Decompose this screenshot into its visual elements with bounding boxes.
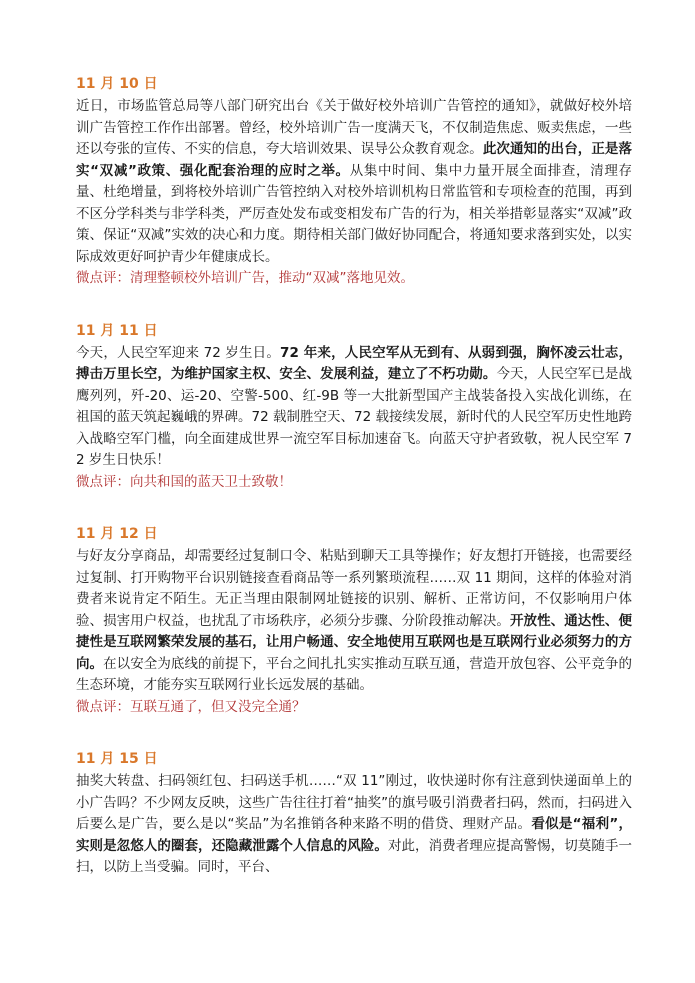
entry-date: 11 月 12 日 [76, 526, 158, 542]
entry-comment: 微点评：清理整顿校外培训广告，推动“双减”落地见效。 [76, 270, 414, 286]
entry-comment: 微点评：向共和国的蓝天卫士致敬！ [76, 473, 292, 490]
body-text: 抽奖大转盘、扫码领红包、扫码送手机……“双 11”刚过，收快递时你有注意到快递面单上的小广告吗？不少网友反映，这些广告往往打着“抽奖”的旗号吸引消费者扫码，然而，扫码进入后要么是广告，要么是以“奖品”为名推销各种来路不明的借贷、理财产品。 [76, 773, 632, 832]
entry-nov-12 [76, 524, 632, 718]
body-bold-text: 开放性、通达性、便捷性是互联网繁荣发展的基石，让用户畅通、安全地使用互联网也是互联网行业必须努力的方向。 [76, 612, 632, 672]
entry-date: 11 月 11 日 [76, 322, 158, 339]
entry-nov-15 [76, 749, 632, 879]
body-text: 从集中时间、集中力量开展全面排查，清理存量、杜绝增量，到将校外培训广告管控纳入对校外培训机构日常监管和专项检查的范围，再到不区分学科类与非学科类，严厉查处发布或变相发布广告的行为，相关举措彰显落实“双减”政策、保证“双减”实效的决心和力度。期待相关部门做好协同配合，将通知要求落到实处，以实际成效更好呵护青少年健康成长。 [76, 162, 633, 265]
entry-date: 11 月 10 日 [76, 76, 158, 92]
body-bold-text: 看似是“福利”，实则是忽悠人的圈套，还隐藏泄露个人信息的风险。 [76, 816, 632, 854]
body-bold-text: 72 年来，人民空军从无到有、从弱到强，胸怀凌云壮志，搏击万里长空，为维护国家主权、安全、发展利益，建立了不朽功勋。 [76, 344, 632, 382]
body-text: 近日，市场监管总局等八部门研究出台《关于做好校外培训广告管控的通知》，就做好校外培训广告管控工作作出部署。曾经，校外培训广告一度满天飞，不仅制造焦虑、贩卖焦虑，一些还以夸张的宣传、不实的信息，夸大培训效果、误导公众教育观念。 [76, 98, 632, 157]
entry-body [76, 96, 632, 268]
body-bold-text: 此次通知的出台，正是落实“双减”政策、强化配套治理的应时之举。 [76, 141, 632, 179]
entry-comment: 微点评：互联互通了，但又没完全通？ [76, 698, 306, 715]
entry-date: 11 月 15 日 [76, 751, 158, 767]
entry-body [76, 343, 632, 472]
body-text: 在以安全为底线的前提下，平台之间扎扎实实推动互联互通，营造开放包容、公平竞争的生态环境，才能夯实互联网行业长远发展的基础。 [76, 655, 632, 693]
entry-nov-10 [76, 74, 632, 290]
body-text: 今天，人民空军迎来 72 岁生日。 [76, 344, 281, 361]
entry-body [76, 771, 632, 879]
entry-body [76, 546, 632, 697]
body-text: 对此，消费者理应提高警惕，切莫随手一扫，以防上当受骗。同时，平台、 [76, 837, 632, 875]
body-text: 今天，人民空军已是战鹰列列，歼-20、运-20、空警-500、红-9B 等一大批新型国产主战装备投入实战化训练，在祖国的蓝天筑起巍峨的界碑。72 载制胜空天、72 载接续发展，新时代的人民空军历史性地跨入战略空军门槛，向全面建成世界一流空军目标加速奋飞。向蓝天守护者致敬，祝人民空军 72 岁生日快乐！ [76, 366, 632, 468]
article-page [76, 74, 632, 910]
entry-nov-11 [76, 321, 632, 494]
body-text: 与好友分享商品，却需要经过复制口令、粘贴到聊天工具等操作；好友想打开链接，也需要经过复制、打开购物平台识别链接查看商品等一系列繁琐流程……双 11 期间，这样的体验对消费者来说肯定不陌生。无正当理由限制网址链接的识别、解析、正常访问，不仅影响用户体验、损害用户权益，也扰乱了市场秩序，必须分步骤、分阶段推动解决。 [76, 548, 632, 629]
